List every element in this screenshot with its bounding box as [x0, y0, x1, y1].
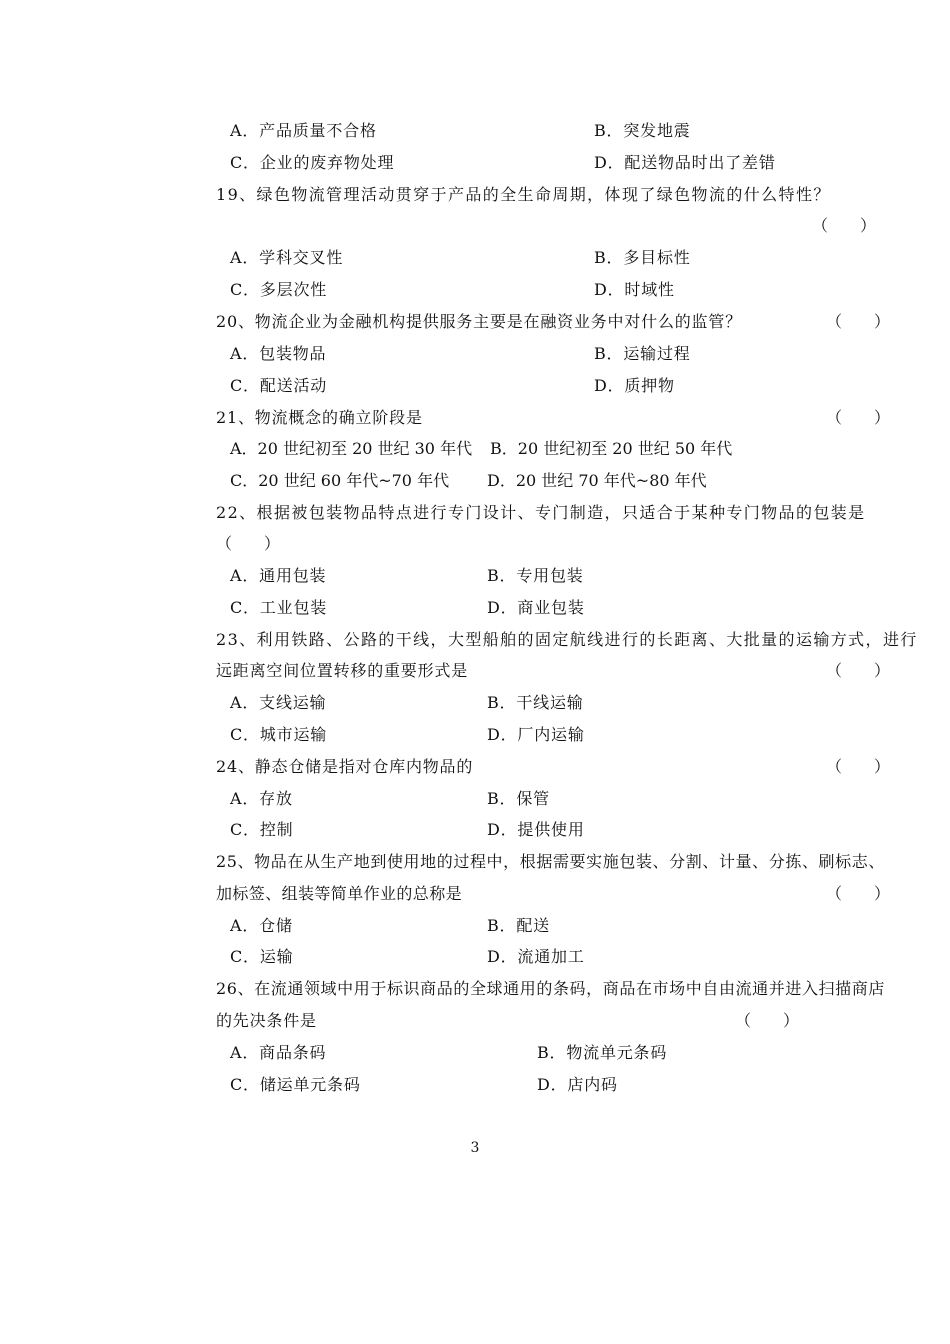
q24-stem: 24、静态仓储是指对仓库内物品的 [216, 757, 474, 776]
q18-option-d: D．配送物品时出了差错 [594, 153, 776, 172]
q22-option-d: D．商业包装 [487, 598, 585, 617]
q22-option-c: C．工业包装 [230, 598, 328, 617]
q20-option-a: A．包装物品 [230, 344, 327, 363]
q19-option-c: C．多层次性 [230, 280, 328, 299]
q21-option-a: A．20 世纪初至 20 世纪 30 年代 [230, 439, 473, 458]
q22-answer-paren: （ ） [216, 534, 281, 553]
q24-option-c: C．控制 [230, 820, 294, 839]
q23-option-c: C．城市运输 [230, 725, 328, 744]
q26-stem-line-1: 26、在流通领域中用于标识商品的全球通用的条码，商品在市场中自由流通并进入扫描商店 [216, 979, 885, 998]
q23-option-d: D．厂内运输 [487, 725, 585, 744]
q23-option-a: A．支线运输 [230, 693, 327, 712]
q26-option-a: A．商品条码 [230, 1043, 327, 1062]
q21-option-b: B．20 世纪初至 20 世纪 50 年代 [490, 439, 733, 458]
q20-option-d: D．质押物 [594, 376, 675, 395]
q25-option-a: A．仓储 [230, 916, 293, 935]
q25-option-d: D．流通加工 [487, 947, 585, 966]
q18-option-a: A．产品质量不合格 [230, 121, 377, 140]
q20-option-c: C．配送活动 [230, 376, 328, 395]
q18-option-c: C．企业的废弃物处理 [230, 153, 395, 172]
q26-stem-row-2 [0, 1008, 950, 1034]
q23-stem-line-2: 远距离空间位置转移的重要形式是 [216, 661, 469, 680]
q24-option-d: D．提供使用 [487, 820, 585, 839]
q22-option-a: A．通用包装 [230, 566, 327, 585]
q18-option-b: B．突发地震 [594, 121, 691, 140]
q24-option-a: A．存放 [230, 789, 293, 808]
q19-answer-row [0, 213, 950, 239]
q25-answer-paren: （ ） [826, 884, 891, 903]
q22-answer-row [0, 531, 950, 557]
q23-option-b: B．干线运输 [487, 693, 584, 712]
q20-answer-paren: （ ） [826, 312, 891, 331]
q24-option-b: B．保管 [487, 789, 550, 808]
q25-option-c: C．运输 [230, 947, 294, 966]
q25-stem-line-1: 25、物品在从生产地到使用地的过程中，根据需要实施包装、分割、计量、分拣、刷标志、 [216, 852, 885, 871]
q22-stem: 22、根据被包装物品特点进行专门设计、专门制造，只适合于某种专门物品的包装是 [216, 503, 866, 522]
q20-option-b: B．运输过程 [594, 344, 691, 363]
q23-answer-paren: （ ） [826, 661, 891, 680]
q19-answer-paren: （ ） [812, 216, 877, 235]
q23-stem-row-2 [0, 658, 950, 684]
q19-option-b: B．多目标性 [594, 248, 691, 267]
q21-stem: 21、物流概念的确立阶段是 [216, 408, 423, 427]
q21-option-c: C．20 世纪 60 年代~70 年代 [230, 471, 450, 490]
q21-stem-row [0, 405, 950, 431]
q21-option-d: D．20 世纪 70 年代~80 年代 [487, 471, 707, 490]
q26-option-d: D．店内码 [537, 1075, 618, 1094]
q26-answer-paren: （ ） [735, 1011, 800, 1030]
q22-option-b: B．专用包装 [487, 566, 584, 585]
q19-stem: 19、绿色物流管理活动贯穿于产品的全生命周期，体现了绿色物流的什么特性？ [216, 185, 831, 204]
q25-option-b: B．配送 [487, 916, 550, 935]
q20-stem: 20、物流企业为金融机构提供服务主要是在融资业务中对什么的监管？ [216, 312, 742, 331]
q23-stem-line-1: 23、利用铁路、公路的干线，大型船舶的固定航线进行的长距离、大批量的运输方式，进行 [216, 630, 918, 649]
q25-stem-row-2 [0, 881, 950, 907]
q25-stem-line-2: 加标签、组装等简单作业的总称是 [216, 884, 463, 903]
q21-answer-paren: （ ） [826, 408, 891, 427]
page-number: 3 [470, 1140, 480, 1156]
q26-option-c: C．储运单元条码 [230, 1075, 361, 1094]
q20-stem-row [0, 309, 950, 335]
q19-option-d: D．时域性 [594, 280, 675, 299]
q26-stem-line-2: 的先决条件是 [216, 1011, 317, 1030]
q26-option-b: B．物流单元条码 [537, 1043, 668, 1062]
q24-stem-row [0, 754, 950, 780]
q19-option-a: A．学科交叉性 [230, 248, 344, 267]
q24-answer-paren: （ ） [826, 757, 891, 776]
